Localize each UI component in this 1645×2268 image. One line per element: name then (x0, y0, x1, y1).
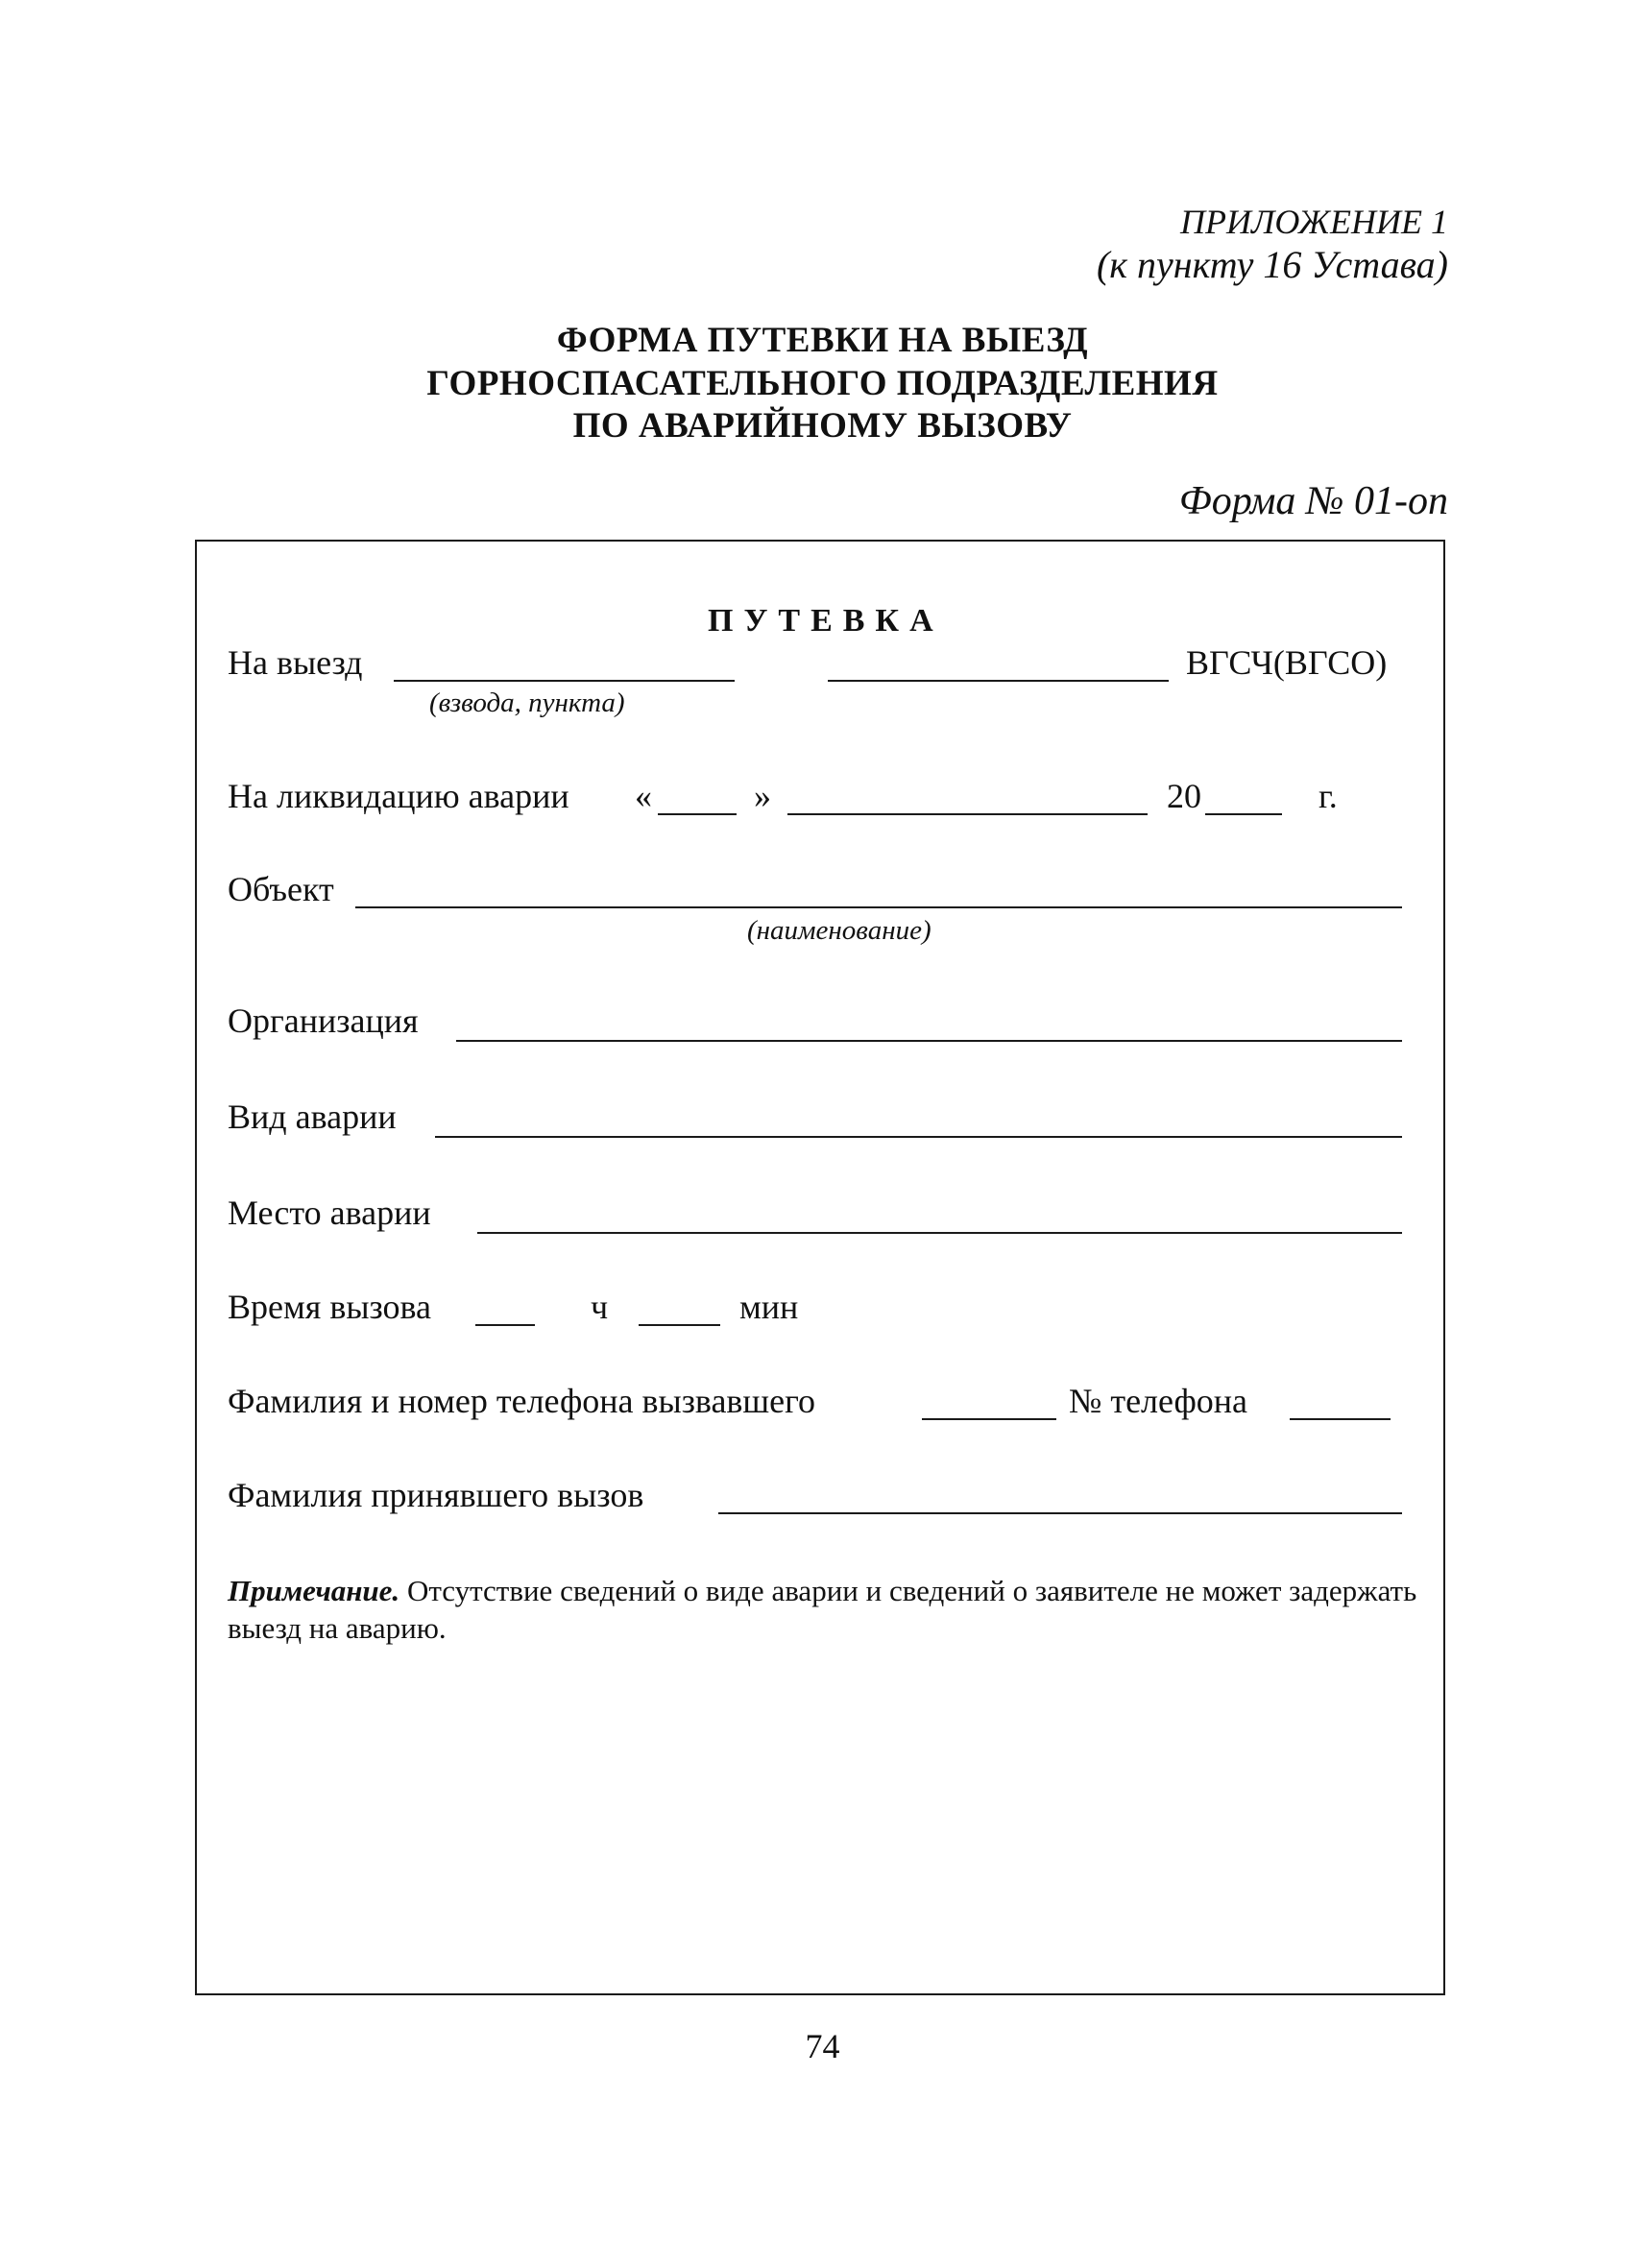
form-box (195, 540, 1445, 1995)
object-field[interactable] (355, 906, 1402, 908)
form-title: ПУТЕВКА (708, 603, 944, 639)
receiver-field[interactable] (718, 1512, 1402, 1514)
liquidation-label: На ликвидацию аварии (228, 777, 569, 815)
call-hours-field[interactable] (475, 1324, 535, 1326)
open-quote: « (635, 777, 652, 815)
hours-unit: ч (591, 1288, 609, 1326)
caller-name-field[interactable] (922, 1418, 1056, 1420)
accident-type-field[interactable] (435, 1136, 1402, 1138)
departure-label: На выезд (228, 643, 363, 682)
note (228, 1572, 1418, 1647)
close-quote: » (754, 777, 771, 815)
document-heading-line-1: ФОРМА ПУТЕВКИ НА ВЫЕЗД (556, 321, 1089, 360)
appendix-reference: (к пункту 16 Устава) (1096, 243, 1448, 286)
minutes-unit: мин (739, 1288, 799, 1326)
object-hint: (наименование) (747, 915, 931, 946)
document-heading-line-3: ПО АВАРИЙНОМУ ВЫЗОВУ (572, 406, 1073, 446)
accident-place-field[interactable] (477, 1232, 1402, 1234)
departure-suffix: ВГСЧ(ВГСО) (1186, 643, 1388, 682)
departure-unit-field[interactable] (828, 680, 1169, 682)
note-label: Примечание. (228, 1574, 400, 1607)
note-text: Отсутствие сведений о виде аварии и сведений о заявителе не может задержать выезд на аварию. (228, 1574, 1417, 1645)
document-heading-line-2: ГОРНОСПАСАТЕЛЬНОГО ПОДРАЗДЕЛЕНИЯ (426, 364, 1219, 403)
form-number: Форма № 01-оп (1178, 479, 1448, 523)
caller-phone-field[interactable] (1290, 1418, 1391, 1420)
appendix-label: ПРИЛОЖЕНИЕ 1 (1180, 203, 1448, 241)
object-label: Объект (228, 870, 334, 908)
organization-label: Организация (228, 1001, 419, 1040)
year-suffix: г. (1318, 777, 1338, 815)
caller-label: Фамилия и номер телефона вызвавшего (228, 1382, 815, 1420)
liquidation-day-field[interactable] (658, 813, 737, 815)
liquidation-year-field[interactable] (1205, 813, 1282, 815)
departure-platoon-field[interactable] (394, 680, 735, 682)
departure-hint: (взвода, пункта) (429, 688, 625, 718)
phone-label: № телефона (1069, 1382, 1248, 1420)
call-time-label: Время вызова (228, 1288, 432, 1326)
accident-place-label: Место аварии (228, 1194, 431, 1232)
page-number: 74 (805, 2027, 840, 2065)
organization-field[interactable] (456, 1040, 1402, 1042)
call-minutes-field[interactable] (639, 1324, 720, 1326)
year-prefix: 20 (1167, 777, 1201, 815)
accident-type-label: Вид аварии (228, 1098, 397, 1136)
liquidation-month-field[interactable] (787, 813, 1148, 815)
receiver-label: Фамилия принявшего вызов (228, 1476, 644, 1514)
